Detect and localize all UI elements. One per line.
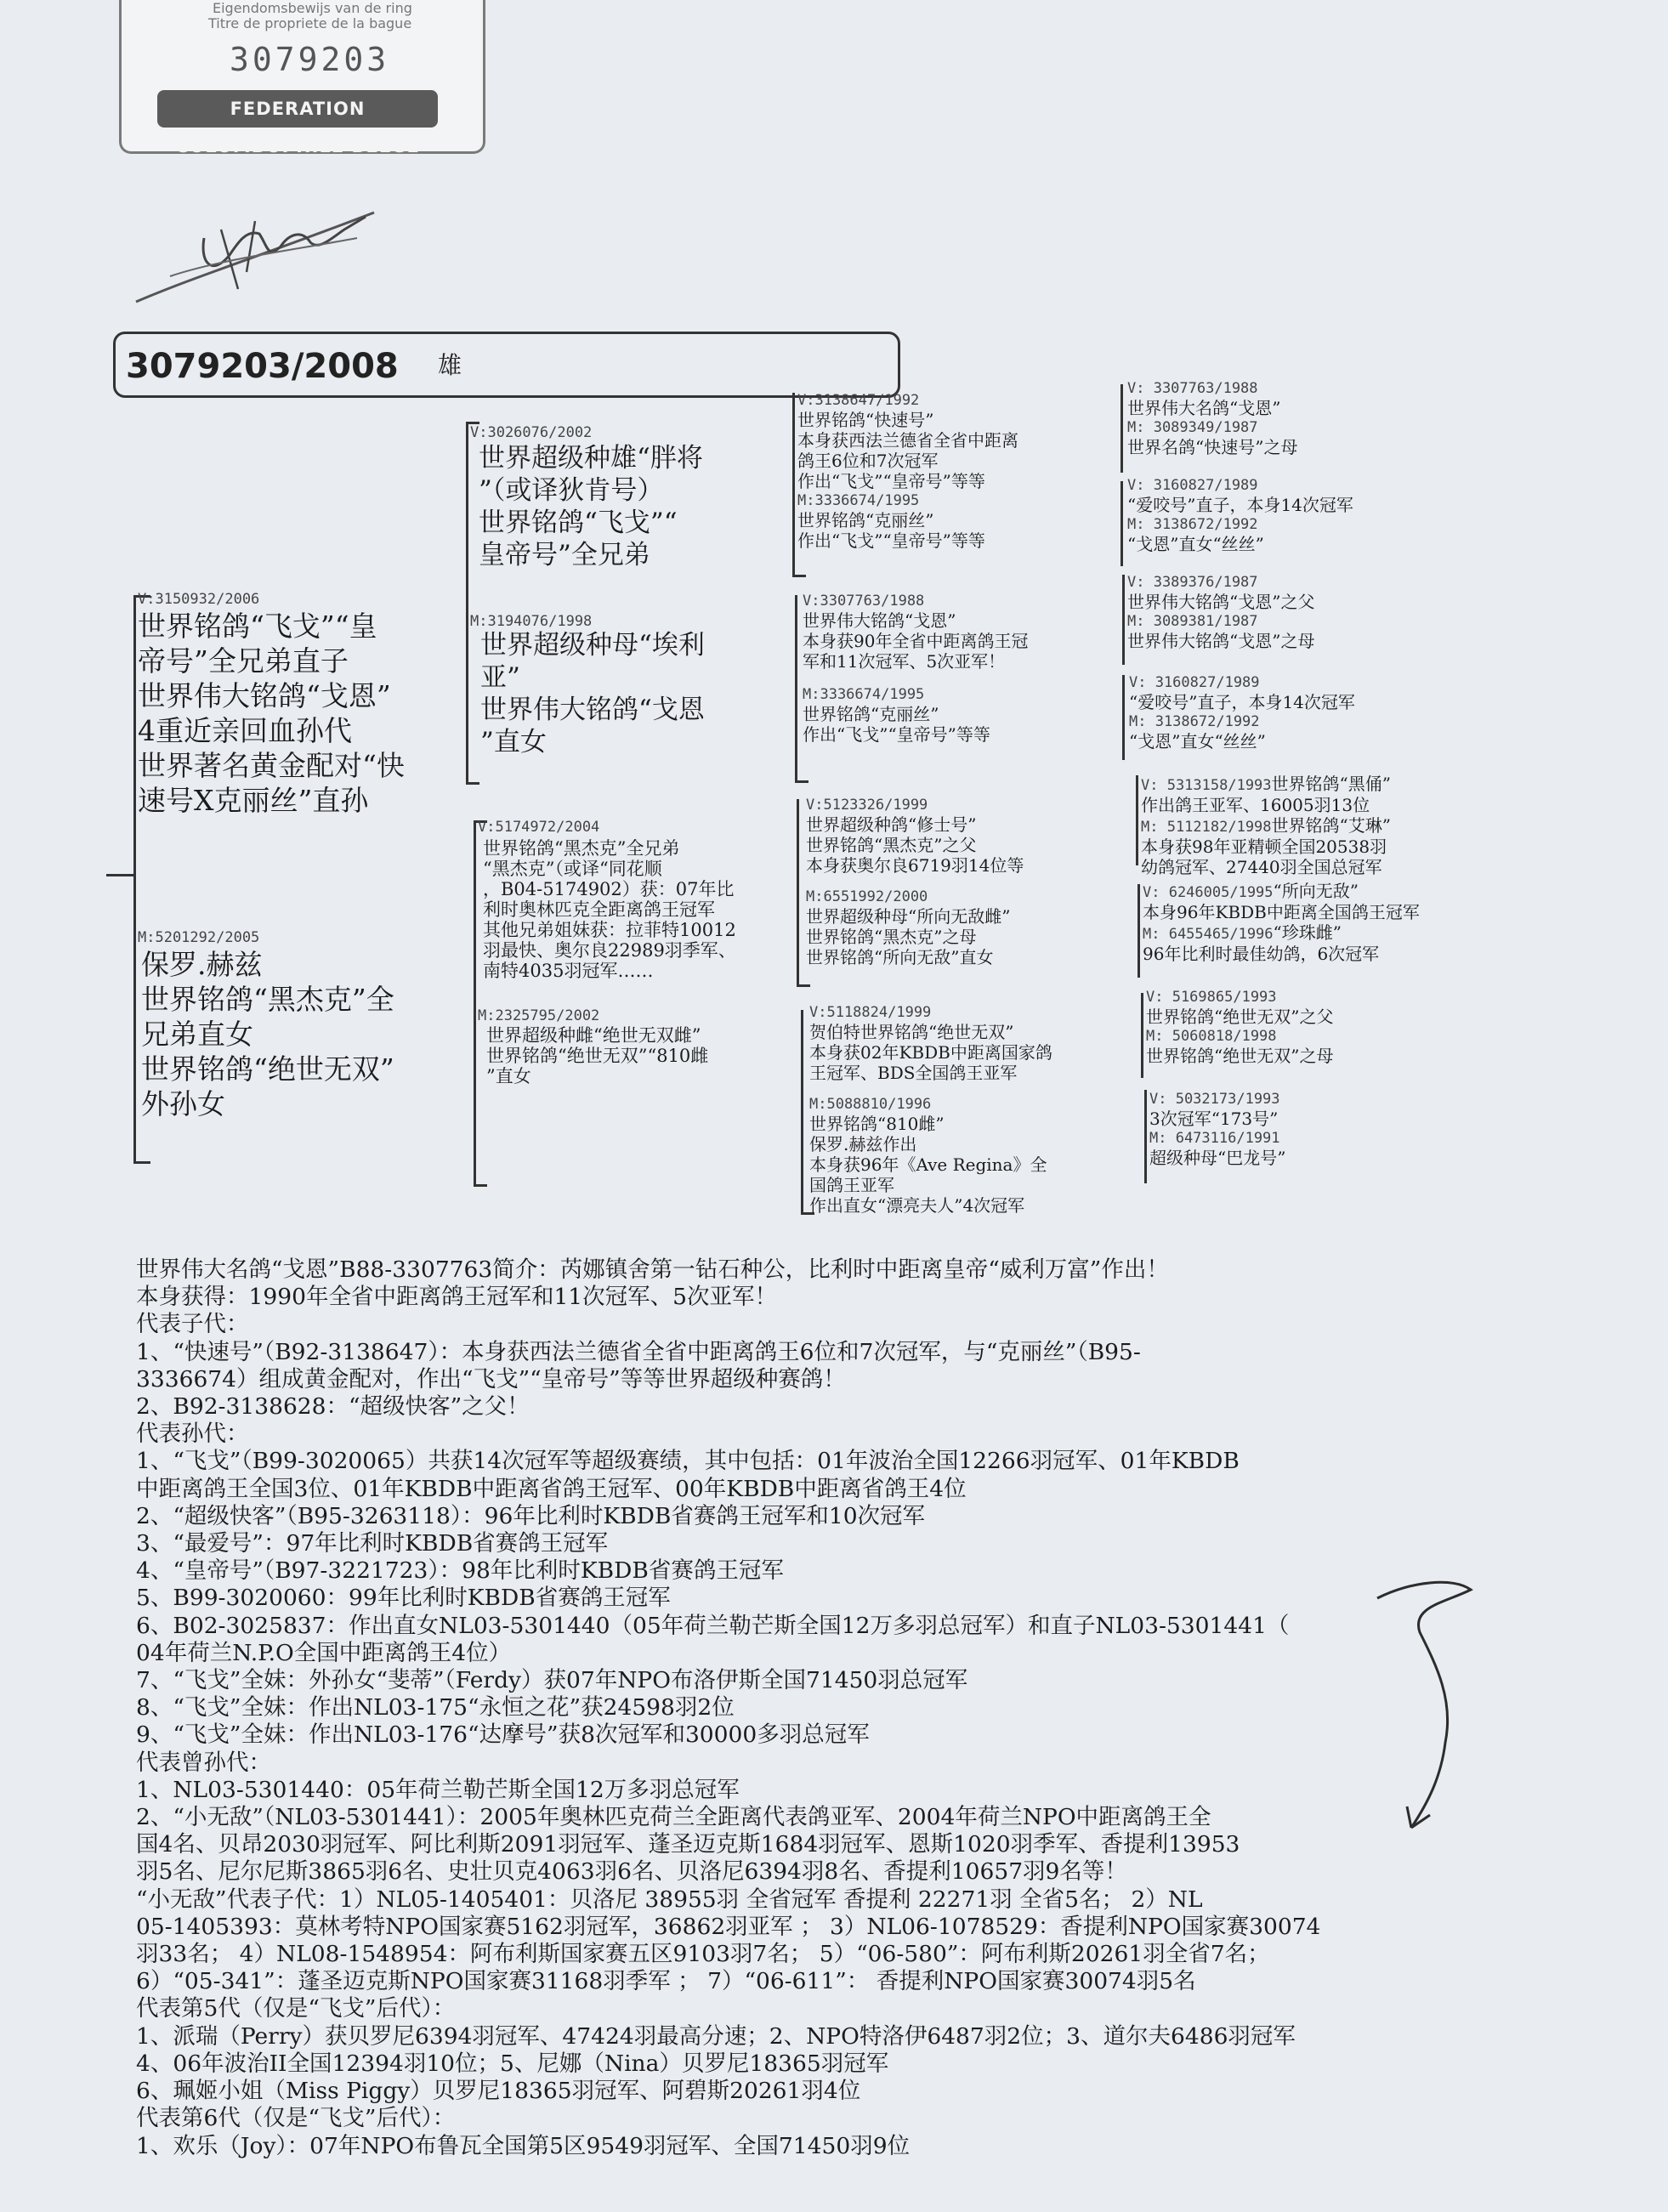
gen3-3-m-ring: M:5088810/1996 xyxy=(809,1096,932,1113)
text-line: 南特4035羽冠军…… xyxy=(483,961,654,981)
gen3-2-v-ring: V:5123326/1999 xyxy=(806,797,928,814)
gen3-1-v-ring: V:3307763/1988 xyxy=(803,593,925,610)
subject-ring-number: 3079203/2008 xyxy=(126,347,399,386)
description-line: “小无敌”代表子代：1）NL05-1405401：贝洛尼 38955羽 全省冠军 香提利 22271羽 全省5名； 2）NL xyxy=(136,1886,1203,1913)
gen4-5-block xyxy=(1143,881,1420,964)
description-line: 2、“超级快客”（B95-3263118）：96年比利时KBDB省赛鸽王冠军和10次冠军 xyxy=(136,1502,926,1529)
text-line: 本身获98年亚精顿全国20538羽 xyxy=(1141,837,1387,857)
gen2-2-ring: V:5174972/2004 xyxy=(478,819,600,836)
text-line: 4重近亲回血孙代 xyxy=(138,714,352,747)
connector-gen4-4 xyxy=(1122,675,1125,760)
gen4-5-m-head: “珍珠雌” xyxy=(1273,922,1342,943)
gen1-sire-text xyxy=(138,609,405,818)
text-line: 世界铭鸽“快速号” xyxy=(797,410,934,430)
gen2-3-text xyxy=(486,1025,708,1086)
text-line: 世界伟大铭鸽“戈恩” xyxy=(138,679,391,712)
stamp-owner-text: Eigendomsbewijs van de ring xyxy=(213,0,412,16)
text-line: 贺伯特世界铭鸽“绝世无双” xyxy=(809,1022,1014,1042)
text-line: 利时奥林匹克全距离鸽王冠军 xyxy=(483,899,715,920)
connector-gen4-7 xyxy=(1141,993,1143,1078)
gen4-3-m-ring: M: 3138672/1992 xyxy=(1129,713,1260,730)
text-line: 帝号”全兄弟直子 xyxy=(138,644,349,678)
description-line: 9、“飞戈”全妹：作出NL03-176“达摩号”获8次冠军和30000多羽总冠军 xyxy=(136,1721,870,1749)
text-line: 世界铭鸽“绝世无双”“810雌 xyxy=(486,1046,709,1066)
connector-gen1 xyxy=(133,595,136,1163)
text-line: 世界伟大铭鸽“戈恩 xyxy=(480,695,705,725)
text-line: 3次冠军“173号” xyxy=(1149,1109,1279,1129)
text-line: 世界超级种雄“胖将 xyxy=(479,443,703,474)
gen4-7-v-ring: V: 5032173/1993 xyxy=(1149,1091,1280,1108)
text-line: 军和11次冠军、5次亚军！ xyxy=(803,651,1006,672)
text-line: 外孙女 xyxy=(141,1087,225,1120)
text-line: “戈恩”直女“丝丝” xyxy=(1129,731,1266,752)
gen2-2-text xyxy=(483,838,736,981)
subject-sex: 雄 xyxy=(438,351,462,379)
gen4-6-m-ring: M: 5060818/1998 xyxy=(1146,1028,1277,1045)
text-line: 本身获奥尔良6719羽14位等 xyxy=(806,855,1024,876)
gen3-0-v-ring: V:3138647/1992 xyxy=(797,392,920,409)
text-line: 幼鸽冠军、27440羽全国总冠军 xyxy=(1141,857,1382,877)
gen4-0-m-ring: M: 3089349/1987 xyxy=(1127,419,1258,436)
text-line: 作出直女“漂亮夫人”4次冠军 xyxy=(809,1195,1025,1216)
description-line: 国4名、贝昂2030羽冠军、阿比利斯2091羽冠军、蓬圣迈克斯1684羽冠军、恩斯1020羽季军、香提利13953 xyxy=(136,1831,1240,1858)
connector-gen2-sire xyxy=(466,422,468,784)
description-line: 4、“皇帝号”（B97-3221723）：98年比利时KBDB省赛鸽王冠军 xyxy=(136,1557,784,1585)
pedigree-description xyxy=(136,1256,1513,2160)
description-line: 1、“飞戈”（B99-3020065）共获14次冠军等超级赛绩，其中包括：01年波治全国12266羽冠军、01年KBDB xyxy=(136,1448,1240,1475)
gen4-2-m-ring: M: 3089381/1987 xyxy=(1127,613,1258,630)
gen3-1-m-ring: M:3336674/1995 xyxy=(803,686,925,703)
description-line: 中距离鸽王全国3位、01年KBDB中距离省鸽王冠军、00年KBDB中距离省鸽王4位 xyxy=(136,1475,967,1502)
description-line: 6、珮姬小姐（Miss Piggy）贝罗尼18365羽冠军、阿碧斯20261羽4位 xyxy=(136,2078,861,2105)
text-line: 作出“飞戈”“皇帝号”等等 xyxy=(797,530,985,551)
gen1-sire-ring: V:3150932/2006 xyxy=(138,591,260,608)
gen4-0-v-ring: V: 3307763/1988 xyxy=(1127,380,1258,397)
text-line: 本身获02年KBDB中距离国家鸽 xyxy=(809,1042,1052,1063)
text-line: 世界伟大铭鸽“戈恩”之母 xyxy=(1127,631,1315,651)
gen4-4-m-head: 世界铭鸽“艾琳” xyxy=(1271,815,1391,836)
text-line: “戈恩”直女“丝丝” xyxy=(1127,534,1264,554)
connector-gen2-sire-bottom xyxy=(466,782,479,785)
gen4-4-v-head: 世界铭鸽“黑俑” xyxy=(1271,774,1391,794)
gen2-0-text xyxy=(479,442,703,571)
description-line: 世界伟大名鸽“戈恩”B88-3307763简介：芮娜镇舍第一钻石种公，比利时中距离皇帝“威利万富”作出！ xyxy=(136,1256,1169,1283)
text-line: 世界名鸽“快速号”之母 xyxy=(1127,437,1298,457)
text-line: 世界超级种母“埃利 xyxy=(480,630,705,661)
gen4-7-m-ring: M: 6473116/1991 xyxy=(1149,1130,1280,1147)
handwritten-signature xyxy=(119,196,391,315)
connector-gen3-1-bottom xyxy=(792,575,806,577)
text-line: 本身获西法兰德省全省中距离 xyxy=(797,430,1018,451)
text-line: 世界铭鸽“飞戈”“ xyxy=(479,508,678,538)
gen3-2-m-ring: M:6551992/2000 xyxy=(806,888,928,905)
connector-gen1-bottom xyxy=(133,1161,150,1164)
gen1-dam-text xyxy=(141,947,394,1121)
text-line: 世界铭鸽“黑杰克”之母 xyxy=(806,927,977,947)
connector-gen2-dam xyxy=(474,820,476,1186)
text-line: 世界铭鸽“810雌” xyxy=(809,1114,945,1134)
gen4-4-block xyxy=(1141,774,1391,877)
gen4-1-m-ring: M: 3138672/1992 xyxy=(1127,516,1258,533)
text-line: 世界伟大名鸽“戈恩” xyxy=(1127,398,1281,418)
connector-gen4-3 xyxy=(1122,575,1125,665)
gen4-5-m-ring: M: 6455465/1996 xyxy=(1143,926,1274,943)
description-line: 2、B92-3138628：“超级快客”之父！ xyxy=(136,1393,530,1421)
text-line: 本身获90年全省中距离鸽王冠 xyxy=(803,631,1029,651)
gen4-2-block xyxy=(1127,573,1314,651)
text-line: ”直女 xyxy=(480,727,547,757)
text-line: 世界铭鸽“克丽丝” xyxy=(803,704,939,724)
text-line: 世界著名黄金配对“快 xyxy=(138,749,405,782)
connector-gen4-5 xyxy=(1136,775,1138,865)
text-line: 其他兄弟姐妹获：拉菲特10012 xyxy=(483,920,736,940)
text-line: “黑杰克”（或译“同花顺 xyxy=(483,859,662,879)
text-line: 兄弟直女 xyxy=(141,1018,253,1051)
text-line: 本身96年KBDB中距离全国鸽王冠军 xyxy=(1143,902,1420,922)
text-line: 保罗.赫兹 xyxy=(141,948,263,981)
connector-gen3-1 xyxy=(792,393,795,576)
text-line: 国鸽王亚军 xyxy=(809,1175,894,1195)
text-line: 世界铭鸽“绝世无双”之母 xyxy=(1146,1046,1334,1066)
text-line: 速号X克丽丝”直孙 xyxy=(138,784,369,817)
text-line: 作出鸽王亚军、16005羽13位 xyxy=(1141,795,1370,815)
description-line: 8、“飞戈”全妹：作出NL03-175“永恒之花”获24598羽2位 xyxy=(136,1694,735,1721)
stamp-ring-number: 3079203 xyxy=(230,41,390,78)
gen4-1-block xyxy=(1127,476,1353,554)
description-line: 6、B02-3025837：作出直女NL03-5301440（05年荷兰勒芒斯全国12万多羽总冠军）和直子NL03-5301441（ xyxy=(136,1612,1290,1639)
text-line: ”（或译狄肯号） xyxy=(479,475,664,506)
gen4-6-block xyxy=(1146,988,1333,1066)
gen4-5-v-head: “所向无敌” xyxy=(1273,881,1359,901)
text-line: 世界超级种雌“绝世无双雌” xyxy=(486,1025,701,1046)
description-line: 3336674）组成黄金配对，作出“飞戈”“皇帝号”等等世界超级种赛鸽！ xyxy=(136,1365,846,1392)
text-line: 世界铭鸽“克丽丝” xyxy=(797,510,934,530)
connector-gen2-dam-bottom xyxy=(474,1184,487,1187)
text-line: 作出“飞戈”“皇帝号”等等 xyxy=(797,471,985,491)
text-line: 羽最快、奥尔良22989羽季军、 xyxy=(483,940,736,961)
text-line: ”直女 xyxy=(486,1066,531,1086)
description-line: 1、NL03-5301440：05年荷兰勒芒斯全国12万多羽总冠军 xyxy=(136,1776,740,1803)
description-line: 2、“小无敌”（NL03-5301441）：2005年奥林匹克荷兰全距离代表鸽亚军、2004年荷兰NPO中距离鸽王全 xyxy=(136,1804,1211,1831)
text-line: 作出“飞戈”“皇帝号”等等 xyxy=(803,724,990,745)
text-line: 世界超级种鸽“修士号” xyxy=(806,814,977,835)
connector-gen3-3-bottom xyxy=(797,984,810,987)
connector-gen4-2 xyxy=(1121,481,1123,566)
text-line: 世界铭鸽“黑杰克”全 xyxy=(141,983,394,1016)
description-line: 代表第5代（仅是“飞戈”后代）： xyxy=(136,1995,456,2022)
text-line: “爱咬号”直子，本身14次冠军 xyxy=(1127,495,1353,515)
description-line: 代表曾孙代： xyxy=(136,1749,271,1776)
gen4-2-v-ring: V: 3389376/1987 xyxy=(1127,574,1258,591)
text-line: 世界铭鸽“绝世无双”之父 xyxy=(1146,1007,1334,1027)
text-line: 皇帝号”全兄弟 xyxy=(479,540,650,570)
text-line: 保罗.赫兹作出 xyxy=(809,1134,917,1154)
description-line: 羽5名、尼尔尼斯3865羽6名、史壮贝克4063羽6名、贝洛尼6394羽8名、香提利10657羽9名等！ xyxy=(136,1858,1127,1886)
connector-gen4-1 xyxy=(1121,384,1123,473)
gen4-7-block xyxy=(1149,1090,1285,1168)
description-line: 1、“快速号”（B92-3138647）：本身获西法兰德省全省中距离鸽王6位和7次冠军，与“克丽丝”（B95- xyxy=(136,1338,1141,1365)
stamp-owner-text-fr: Titre de propriete de la bague xyxy=(208,15,412,31)
description-line: 代表子代： xyxy=(136,1311,249,1338)
gen4-3-v-ring: V: 3160827/1989 xyxy=(1129,674,1260,691)
handwritten-arrow-mark xyxy=(1360,1573,1488,1853)
text-line: 世界铭鸽“飞戈”“皇 xyxy=(138,610,377,643)
text-line: 世界铭鸽“黑杰克”之父 xyxy=(806,835,977,855)
gen4-4-m-ring: M: 5112182/1998 xyxy=(1141,819,1272,836)
gen4-0-block xyxy=(1127,379,1297,457)
text-line: 鸽王6位和7次冠军 xyxy=(797,451,939,471)
description-line: 6）“05-341”：蓬圣迈克斯NPO国家赛31168羽季军 ； 7）“06-611”： 香提利NPO国家赛30074羽5名 xyxy=(136,1968,1196,1995)
description-line: 5、B99-3020060：99年比利时KBDB省赛鸽王冠军 xyxy=(136,1585,671,1612)
description-line: 7、“飞戈”全妹：外孙女“斐蒂”（Ferdy）获07年NPO布洛伊斯全国71450羽总冠军 xyxy=(136,1667,968,1694)
gen2-1-ring: M:3194076/1998 xyxy=(470,613,593,630)
connector-gen4-6 xyxy=(1138,884,1140,978)
text-line: 96年比利时最佳幼鸽，6次冠军 xyxy=(1143,944,1380,964)
description-line: 羽33名； 4）NL08-1548954：阿布利斯国家赛五区9103羽7名； 5）“06-580”：阿布利斯20261羽全省7名； xyxy=(136,1941,1270,1968)
gen3-1-block xyxy=(803,592,1028,745)
description-line: 代表第6代（仅是“飞戈”后代）： xyxy=(136,2105,456,2132)
gen1-dam-ring: M:5201292/2005 xyxy=(138,929,260,946)
description-line: 1、派瑞（Perry）获贝罗尼6394羽冠军、47424羽最高分速；2、NPO特洛伊6487羽2位；3、道尔夫6486羽冠军 xyxy=(136,2022,1296,2050)
description-line: 代表孙代： xyxy=(136,1421,249,1448)
gen3-2-block xyxy=(806,796,1024,967)
gen4-3-block xyxy=(1129,673,1355,752)
description-line: 3、“最爱号”：97年比利时KBDB省赛鸽王冠军 xyxy=(136,1530,609,1557)
text-line: 世界超级种母“所向无敌雌” xyxy=(806,906,1011,927)
connector-gen3-2 xyxy=(795,595,797,782)
connector-gen3-4 xyxy=(801,1010,803,1214)
text-line: 亚” xyxy=(480,662,520,693)
description-line: 本身获得：1990年全省中距离鸽王冠军和11次冠军、5次亚军！ xyxy=(136,1284,778,1311)
connector-root xyxy=(106,874,135,876)
connector-gen3-3 xyxy=(797,799,799,986)
connector-gen4-8 xyxy=(1144,1090,1147,1183)
description-line: 05-1405393：莫林考特NPO国家赛5162羽冠军，36862羽亚军 ； 3）NL06-1078529：香提利NPO国家赛30074 xyxy=(136,1913,1321,1940)
gen4-1-v-ring: V: 3160827/1989 xyxy=(1127,477,1258,494)
description-line: 1、欢乐（Joy）：07年NPO布鲁瓦全国第5区9549羽冠军、全国71450羽9位 xyxy=(136,2132,911,2159)
text-line: 世界铭鸽“黑杰克”全兄弟 xyxy=(483,838,680,859)
text-line: 世界铭鸽“所向无敌”直女 xyxy=(806,947,994,967)
gen2-1-text xyxy=(480,629,705,758)
text-line: ，B04-5174902）获：07年比 xyxy=(483,879,735,899)
connector-gen3-2-bottom xyxy=(795,780,808,783)
description-line: 4、06年波治II全国12394羽10位；5、尼娜（Nina）贝罗尼18365羽冠军 xyxy=(136,2050,889,2077)
description-line: 04年荷兰N.P.O全国中距离鸽王4位） xyxy=(136,1639,512,1666)
text-line: 世界伟大铭鸽“戈恩”之父 xyxy=(1127,592,1315,612)
gen3-3-v-ring: V:5118824/1999 xyxy=(809,1004,932,1021)
gen3-0-m-ring: M:3336674/1995 xyxy=(797,492,920,509)
text-line: 世界伟大铭鸽“戈恩” xyxy=(803,610,956,631)
gen2-3-ring: M:2325795/2002 xyxy=(478,1007,600,1024)
text-line: 超级种母“巴龙号” xyxy=(1149,1148,1286,1168)
text-line: 本身获96年《Ave Regina》全 xyxy=(809,1154,1047,1175)
gen4-4-v-ring: V: 5313158/1993 xyxy=(1141,777,1272,794)
stamp-federation-banner: FEDERATION COLOMBOPHILE BELGE xyxy=(157,90,438,128)
gen4-6-v-ring: V: 5169865/1993 xyxy=(1146,989,1277,1006)
gen2-0-ring: V:3026076/2002 xyxy=(470,424,593,441)
gen3-3-block xyxy=(809,1003,1052,1216)
text-line: “爱咬号”直子，本身14次冠军 xyxy=(1129,692,1355,712)
gen3-0-block xyxy=(797,391,1018,551)
text-line: 世界铭鸽“绝世无双” xyxy=(141,1052,394,1086)
gen4-5-v-ring: V: 6246005/1995 xyxy=(1143,884,1274,901)
text-line: 王冠军、BDS全国鸽王亚军 xyxy=(809,1063,1018,1083)
